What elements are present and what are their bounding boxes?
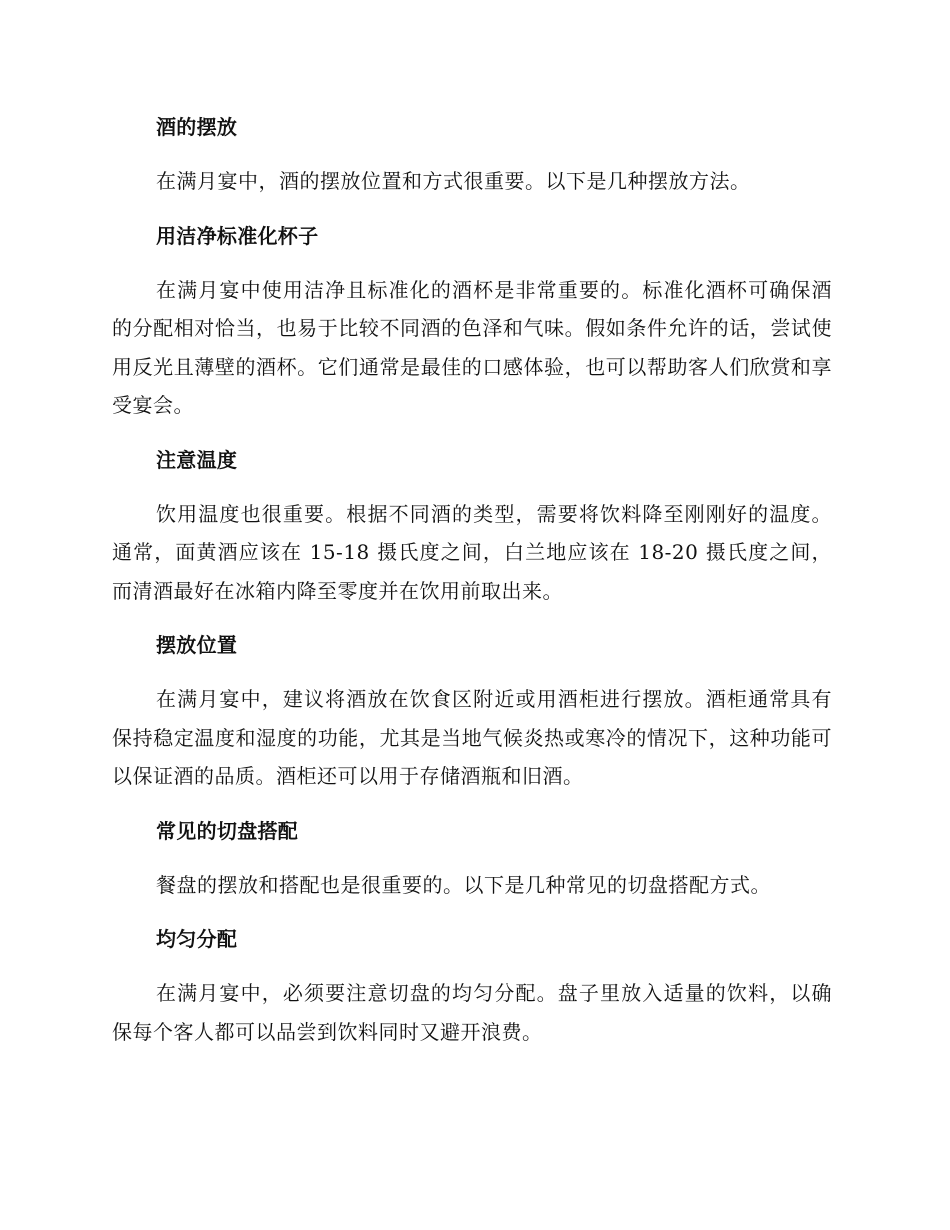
section-paragraph-clean-glasses: 在满月宴中使用洁净且标准化的酒杯是非常重要的。标准化酒杯可确保酒的分配相对恰当，也易于比较不同酒的色泽和气味。假如条件允许的话，尝试使用反光且薄壁的酒杯。它们通常是最佳的口感体验，也可以帮助客人们欣赏和享受宴会。 — [112, 277, 832, 417]
section-heading-even-distribution: 均匀分配 — [156, 927, 238, 951]
section-paragraph-placement-location: 在满月宴中，建议将酒放在饮食区附近或用酒柜进行摆放。酒柜通常具有保持稳定温度和湿度的功能，尤其是当地气候炎热或寒冷的情况下，这种功能可以保证酒的品质。酒柜还可以用于存储酒瓶和旧酒。 — [112, 687, 832, 788]
section-paragraph-platter-pairing: 餐盘的摆放和搭配也是很重要的。以下是几种常见的切盘搭配方式。 — [156, 872, 771, 897]
section-paragraph-even-distribution: 在满月宴中，必须要注意切盘的均匀分配。盘子里放入适量的饮料，以确保每个客人都可以品尝到饮料同时又避开浪费。 — [112, 981, 832, 1044]
section-heading-platter-pairing: 常见的切盘搭配 — [156, 818, 299, 843]
section-heading-placement-location: 摆放位置 — [156, 633, 238, 657]
section-heading-wine-placement: 酒的摆放 — [156, 115, 238, 139]
section-heading-clean-glasses: 用洁净标准化杯子 — [156, 223, 319, 248]
section-heading-temperature: 注意温度 — [156, 447, 238, 472]
document-body — [112, 108, 832, 1067]
section-paragraph-wine-placement: 在满月宴中，酒的摆放位置和方式很重要。以下是几种摆放方法。 — [156, 169, 751, 193]
section-paragraph-temperature: 饮用温度也很重要。根据不同酒的类型，需要将饮料降至刚刚好的温度。通常，面黄酒应该在 15-18 摄氏度之间，白兰地应该在 18-20 摄氏度之间，而清酒最好在冰箱内降至零度并在饮用前取出来。 — [112, 501, 832, 603]
